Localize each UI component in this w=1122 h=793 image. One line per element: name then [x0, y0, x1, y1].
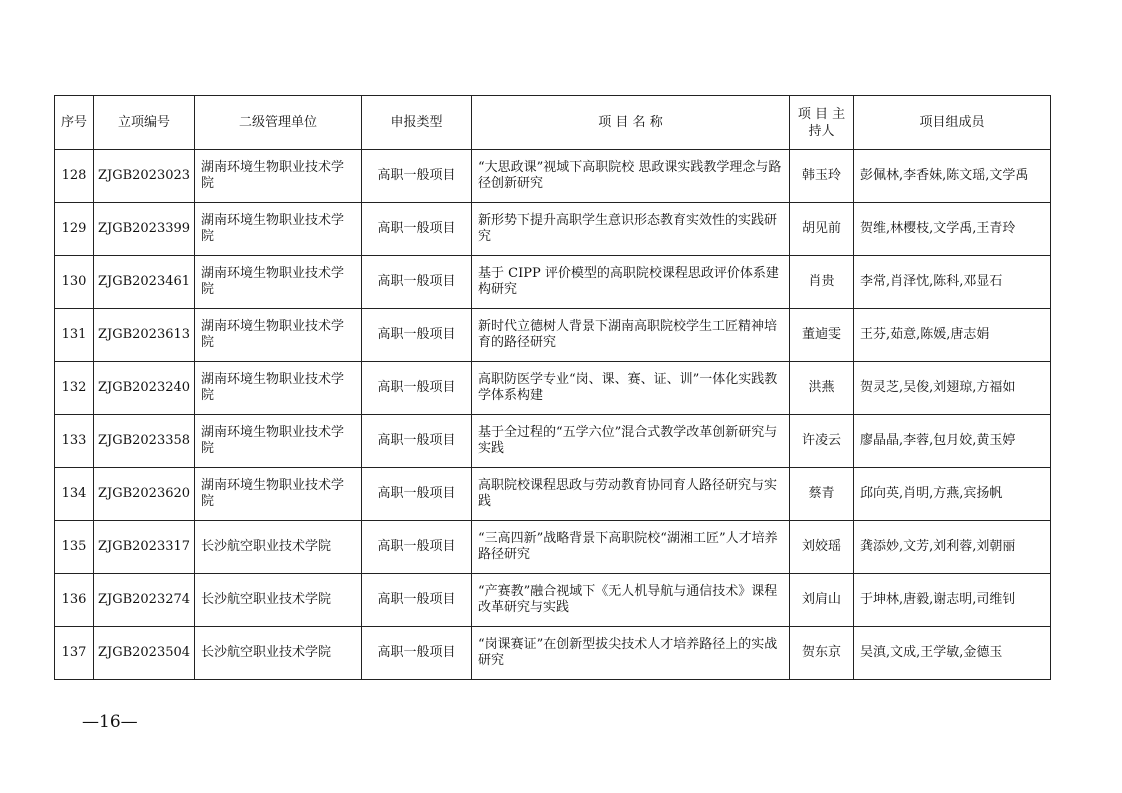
cell-members: 龚添妙,文芳,刘利蓉,刘朝丽 — [854, 521, 1051, 574]
cell-members: 李常,肖泽忱,陈科,邓显石 — [854, 256, 1051, 309]
cell-name: 高职防医学专业“岗、课、赛、证、训”一体化实践教学体系构建 — [472, 362, 790, 415]
cell-name: 基于 CIPP 评价模型的高职院校课程思政评价体系建构研究 — [472, 256, 790, 309]
cell-unit: 长沙航空职业技术学院 — [195, 521, 362, 574]
table-row — [55, 256, 1051, 309]
cell-members: 吴滇,文成,王学敏,金德玉 — [854, 627, 1051, 680]
cell-id: ZJGB2023399 — [94, 203, 195, 256]
cell-members: 彭佩林,李香妹,陈文瑶,文学禹 — [854, 150, 1051, 203]
cell-unit: 长沙航空职业技术学院 — [195, 627, 362, 680]
cell-unit: 湖南环境生物职业技术学院 — [195, 203, 362, 256]
cell-seq: 130 — [55, 256, 94, 309]
cell-seq: 132 — [55, 362, 94, 415]
cell-type: 高职一般项目 — [362, 521, 472, 574]
cell-host: 刘肩山 — [790, 574, 854, 627]
table-row — [55, 574, 1051, 627]
cell-unit: 长沙航空职业技术学院 — [195, 574, 362, 627]
cell-unit: 湖南环境生物职业技术学院 — [195, 468, 362, 521]
table-row — [55, 521, 1051, 574]
cell-name: 基于全过程的“五学六位”混合式教学改革创新研究与实践 — [472, 415, 790, 468]
table-row — [55, 468, 1051, 521]
cell-name: “三高四新”战略背景下高职院校“湖湘工匠”人才培养路径研究 — [472, 521, 790, 574]
cell-host: 贺东京 — [790, 627, 854, 680]
cell-type: 高职一般项目 — [362, 203, 472, 256]
cell-name: “产赛教”融合视域下《无人机导航与通信技术》课程改革研究与实践 — [472, 574, 790, 627]
table-row — [55, 203, 1051, 256]
cell-seq: 128 — [55, 150, 94, 203]
cell-name: 高职院校课程思政与劳动教育协同育人路径研究与实践 — [472, 468, 790, 521]
cell-type: 高职一般项目 — [362, 574, 472, 627]
cell-id: ZJGB2023023 — [94, 150, 195, 203]
cell-name: 新形势下提升高职学生意识形态教育实效性的实践研究 — [472, 203, 790, 256]
cell-id: ZJGB2023620 — [94, 468, 195, 521]
project-table-container — [54, 95, 1050, 680]
header-type: 申报类型 — [362, 96, 472, 150]
cell-type: 高职一般项目 — [362, 309, 472, 362]
cell-type: 高职一般项目 — [362, 415, 472, 468]
header-id: 立项编号 — [94, 96, 195, 150]
header-unit: 二级管理单位 — [195, 96, 362, 150]
project-table — [54, 95, 1051, 680]
table-row — [55, 627, 1051, 680]
cell-host: 蔡青 — [790, 468, 854, 521]
cell-type: 高职一般项目 — [362, 627, 472, 680]
cell-members: 王芬,茹意,陈媛,唐志娟 — [854, 309, 1051, 362]
cell-id: ZJGB2023504 — [94, 627, 195, 680]
header-host: 项 目 主持人 — [790, 96, 854, 150]
cell-id: ZJGB2023613 — [94, 309, 195, 362]
cell-members: 于坤林,唐毅,谢志明,司维钊 — [854, 574, 1051, 627]
cell-seq: 135 — [55, 521, 94, 574]
cell-id: ZJGB2023274 — [94, 574, 195, 627]
cell-id: ZJGB2023240 — [94, 362, 195, 415]
cell-id: ZJGB2023358 — [94, 415, 195, 468]
header-members: 项目组成员 — [854, 96, 1051, 150]
cell-type: 高职一般项目 — [362, 150, 472, 203]
cell-seq: 133 — [55, 415, 94, 468]
cell-members: 邱向英,肖明,方燕,宾扬帆 — [854, 468, 1051, 521]
cell-unit: 湖南环境生物职业技术学院 — [195, 309, 362, 362]
cell-unit: 湖南环境生物职业技术学院 — [195, 362, 362, 415]
table-header-row — [55, 96, 1051, 150]
cell-type: 高职一般项目 — [362, 256, 472, 309]
cell-id: ZJGB2023317 — [94, 521, 195, 574]
cell-host: 韩玉玲 — [790, 150, 854, 203]
cell-host: 刘姣瑶 — [790, 521, 854, 574]
cell-unit: 湖南环境生物职业技术学院 — [195, 150, 362, 203]
cell-name: “大思政课”视域下高职院校 思政课实践教学理念与路径创新研究 — [472, 150, 790, 203]
cell-name: 新时代立德树人背景下湖南高职院校学生工匠精神培育的路径研究 — [472, 309, 790, 362]
cell-host: 董逌雯 — [790, 309, 854, 362]
cell-members: 贺灵芝,吴俊,刘翅琼,方福如 — [854, 362, 1051, 415]
cell-unit: 湖南环境生物职业技术学院 — [195, 415, 362, 468]
table-row — [55, 362, 1051, 415]
cell-members: 廖晶晶,李蓉,包月姣,黄玉婷 — [854, 415, 1051, 468]
cell-unit: 湖南环境生物职业技术学院 — [195, 256, 362, 309]
cell-type: 高职一般项目 — [362, 468, 472, 521]
cell-name: “岗课赛证”在创新型拔尖技术人才培养路径上的实战研究 — [472, 627, 790, 680]
cell-seq: 136 — [55, 574, 94, 627]
cell-host: 洪燕 — [790, 362, 854, 415]
cell-id: ZJGB2023461 — [94, 256, 195, 309]
table-row — [55, 415, 1051, 468]
cell-host: 许凌云 — [790, 415, 854, 468]
header-seq: 序号 — [55, 96, 94, 150]
cell-host: 胡见前 — [790, 203, 854, 256]
table-row — [55, 150, 1051, 203]
cell-seq: 137 — [55, 627, 94, 680]
cell-type: 高职一般项目 — [362, 362, 472, 415]
page-number: —16— — [82, 712, 138, 732]
cell-seq: 134 — [55, 468, 94, 521]
header-name: 项 目 名 称 — [472, 96, 790, 150]
table-row — [55, 309, 1051, 362]
cell-host: 肖贵 — [790, 256, 854, 309]
cell-members: 贺维,林樱枝,文学禹,王青玲 — [854, 203, 1051, 256]
cell-seq: 131 — [55, 309, 94, 362]
cell-seq: 129 — [55, 203, 94, 256]
